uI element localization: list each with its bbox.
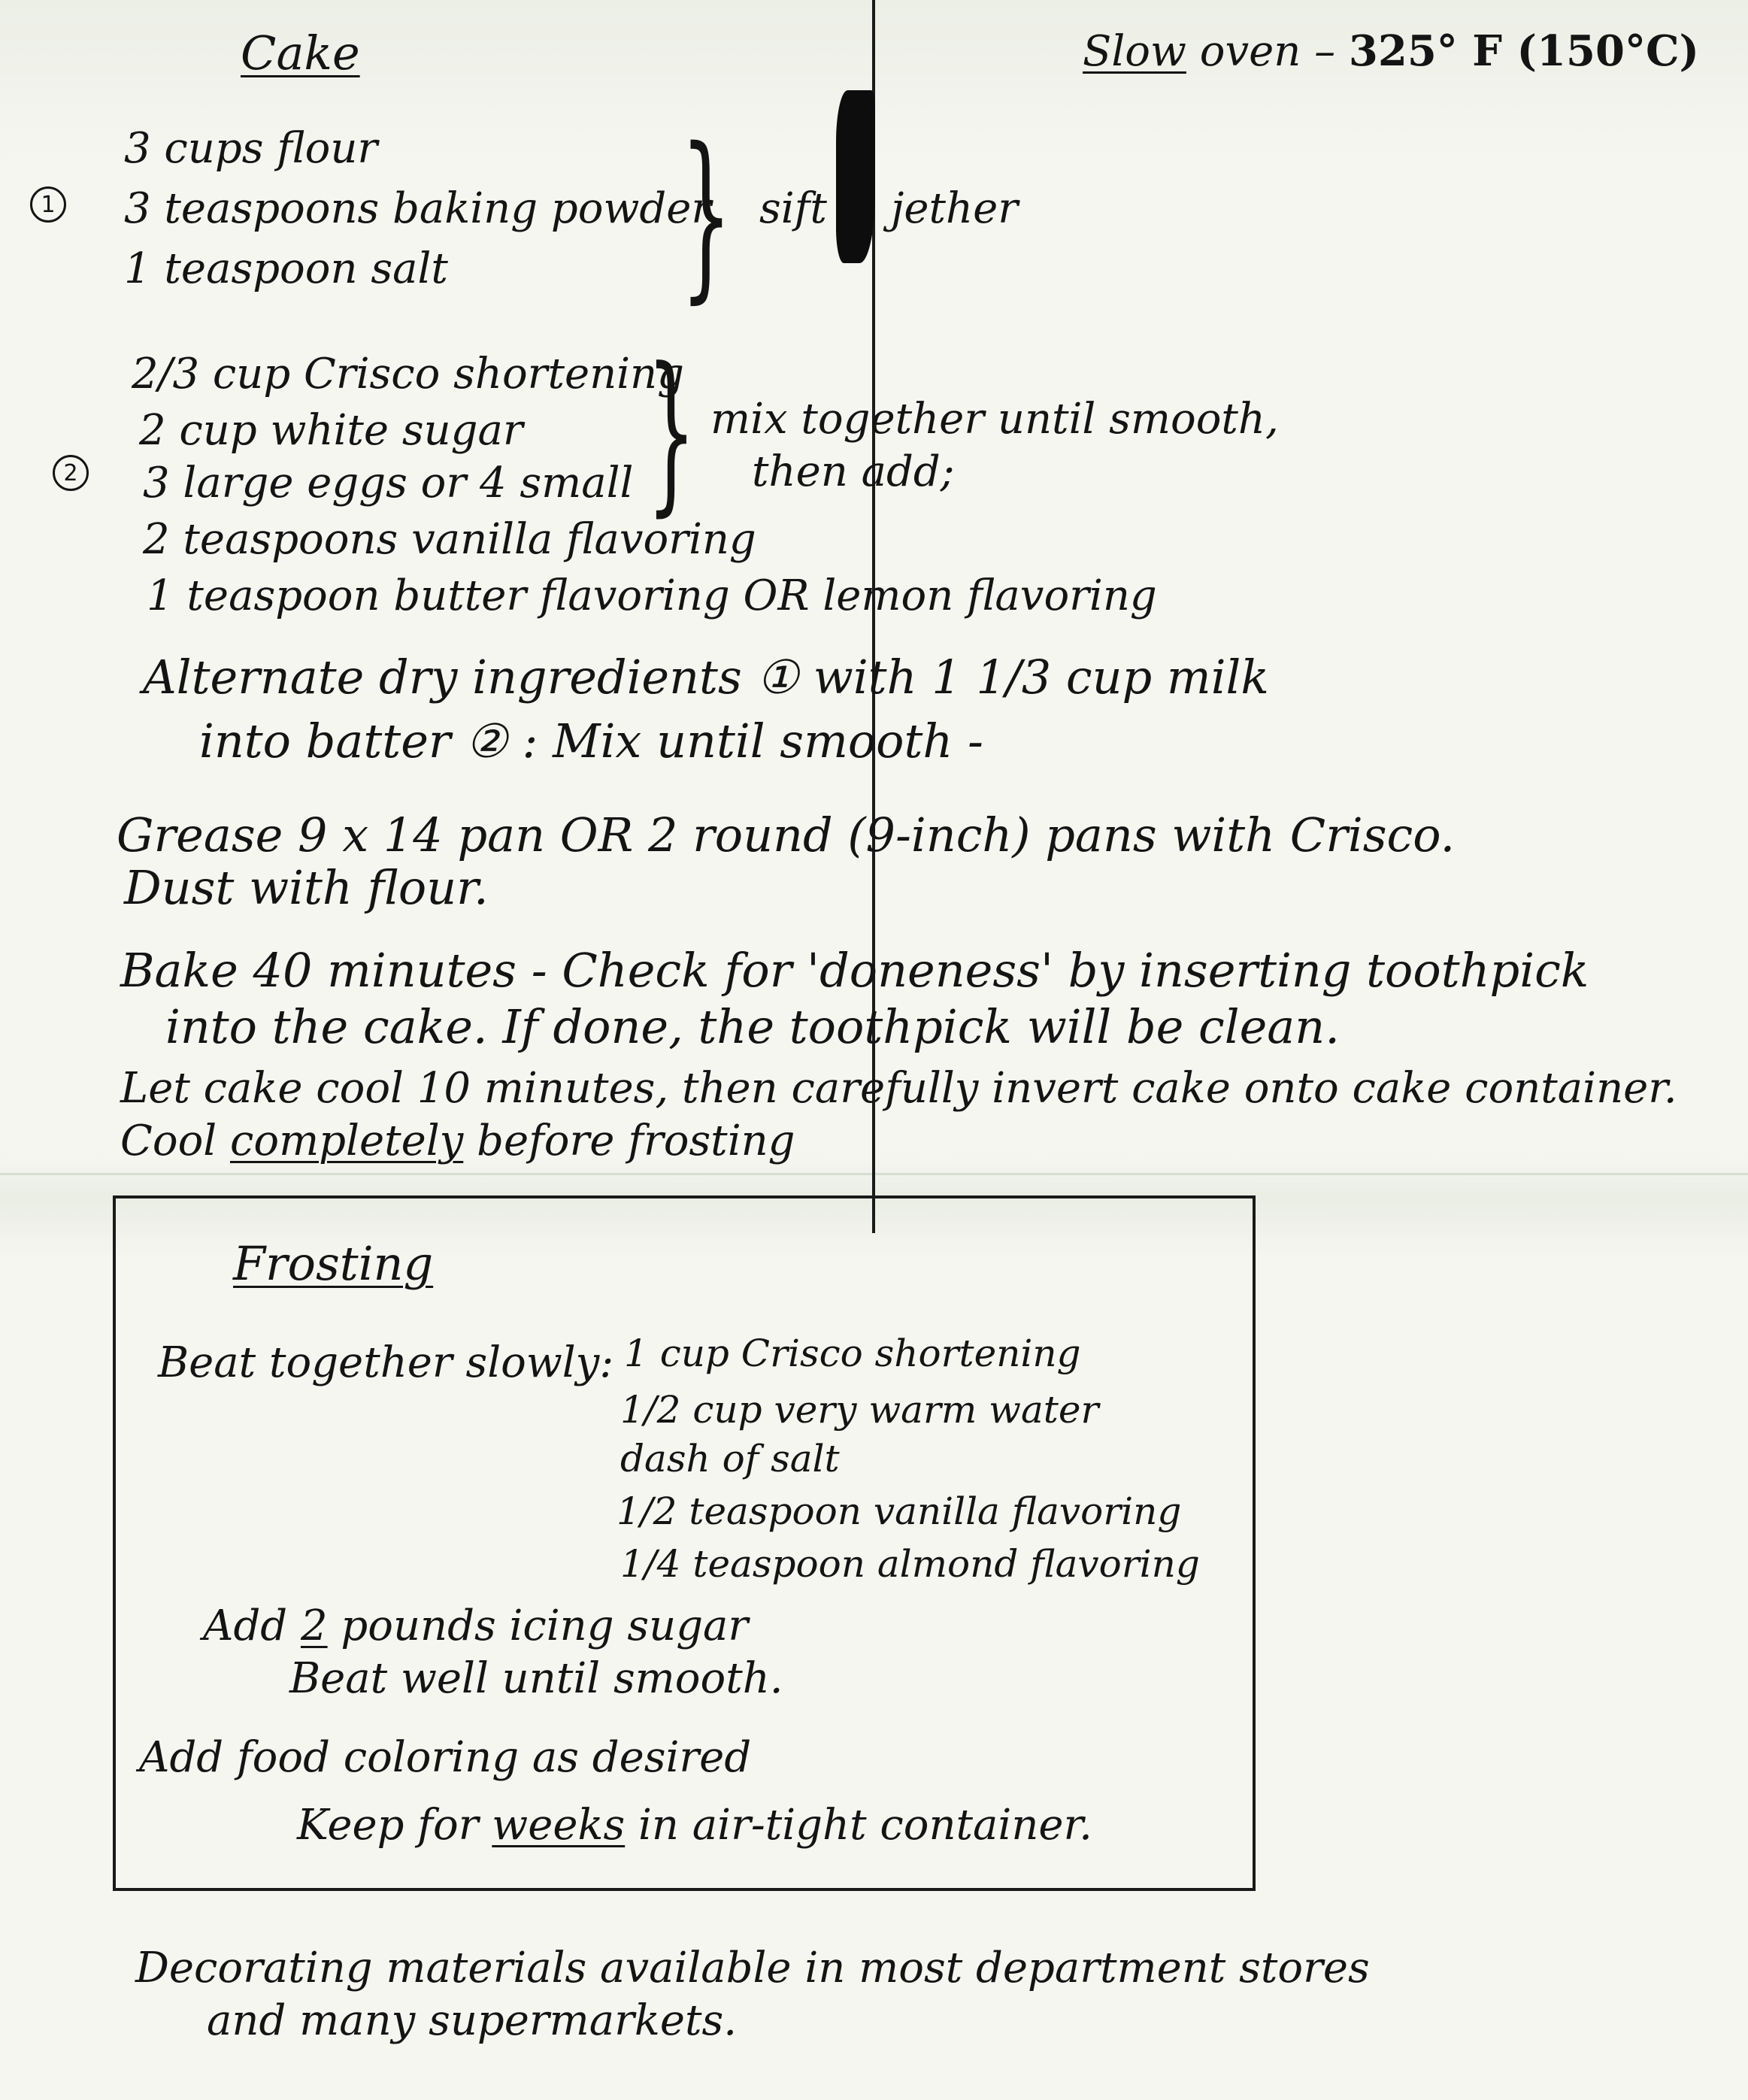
frosting-item: 1 cup Crisco shortening — [624, 1332, 1081, 1375]
instruction-line: Alternate dry ingredients ① with 1 1/3 cup milk — [143, 650, 1269, 705]
frosting-add-sugar — [203, 1602, 749, 1650]
ink-blot — [836, 90, 875, 263]
instruction-line — [120, 1117, 795, 1165]
footer-line: Decorating materials available in most department stores — [135, 1944, 1370, 1992]
cool-prefix: Cool — [120, 1117, 217, 1165]
ingredient-line: 1 teaspoon butter flavoring OR lemon flavoring — [147, 571, 1157, 620]
frosting-item: 1/2 cup very warm water — [620, 1388, 1099, 1432]
instruction-line: into the cake. If done, the toothpick will be clean. — [165, 999, 1340, 1054]
ingredient-line: 1 teaspoon salt — [124, 244, 448, 293]
footer-line: and many supermarkets. — [207, 1996, 738, 2045]
keep-suffix: in air-tight container. — [638, 1801, 1092, 1850]
oven-temp: 325° F (150°C) — [1348, 26, 1700, 76]
step-marker-1: 1 — [30, 186, 66, 223]
oven-slow: Slow — [1083, 27, 1186, 76]
add-prefix: Add — [203, 1602, 288, 1650]
frosting-item: 1/2 teaspoon vanilla flavoring — [616, 1489, 1182, 1533]
add-suffix: pounds icing sugar — [341, 1602, 749, 1650]
brace-group-1: } — [680, 109, 732, 320]
frosting-title: Frosting — [233, 1236, 434, 1291]
group1-instruction-cont: jether — [891, 184, 1018, 233]
keep-prefix: Keep for — [297, 1801, 479, 1850]
frosting-item: 1/4 teaspoon almond flavoring — [620, 1542, 1200, 1586]
add-emphasis: 2 — [300, 1602, 328, 1650]
group1-instruction: sift — [759, 184, 827, 233]
cool-suffix: before frosting — [477, 1117, 795, 1165]
ingredient-line: 2/3 cup Crisco shortening — [132, 350, 684, 398]
group2-instruction: mix together until smooth, — [710, 395, 1279, 444]
ingredient-line: 3 teaspoons baking powder — [124, 184, 712, 233]
frosting-keep — [297, 1801, 1092, 1850]
group2-instruction: then add; — [752, 447, 955, 496]
instruction-line: Dust with flour. — [124, 860, 489, 915]
keep-emphasis: weeks — [492, 1801, 626, 1850]
cake-title: Cake — [241, 26, 360, 80]
frosting-beat-well: Beat well until smooth. — [289, 1654, 783, 1703]
instruction-line: Bake 40 minutes - Check for 'doneness' by inserting toothpick — [120, 943, 1589, 998]
frosting-beat-label: Beat together slowly: — [158, 1338, 614, 1387]
ingredient-line: 2 cup white sugar — [139, 406, 523, 455]
instruction-line: into batter ② : Mix until smooth - — [199, 714, 984, 768]
frosting-coloring: Add food coloring as desired — [139, 1733, 752, 1782]
oven-note — [1083, 26, 1700, 76]
instruction-line: Let cake cool 10 minutes, then carefully invert cake onto cake container. — [120, 1064, 1677, 1113]
frosting-item: dash of salt — [620, 1437, 840, 1480]
instruction-line: Grease 9 x 14 pan OR 2 round (9-inch) pans with Crisco. — [117, 808, 1456, 862]
step-marker-2: 2 — [53, 455, 89, 491]
cool-emphasis: completely — [230, 1117, 464, 1165]
oven-rest: oven – — [1199, 27, 1336, 76]
ingredient-line: 3 large eggs or 4 small — [143, 459, 634, 508]
ingredient-line: 3 cups flour — [124, 124, 378, 173]
ingredient-line: 2 teaspoons vanilla flavoring — [143, 515, 756, 564]
brace-group-2: } — [647, 332, 696, 532]
